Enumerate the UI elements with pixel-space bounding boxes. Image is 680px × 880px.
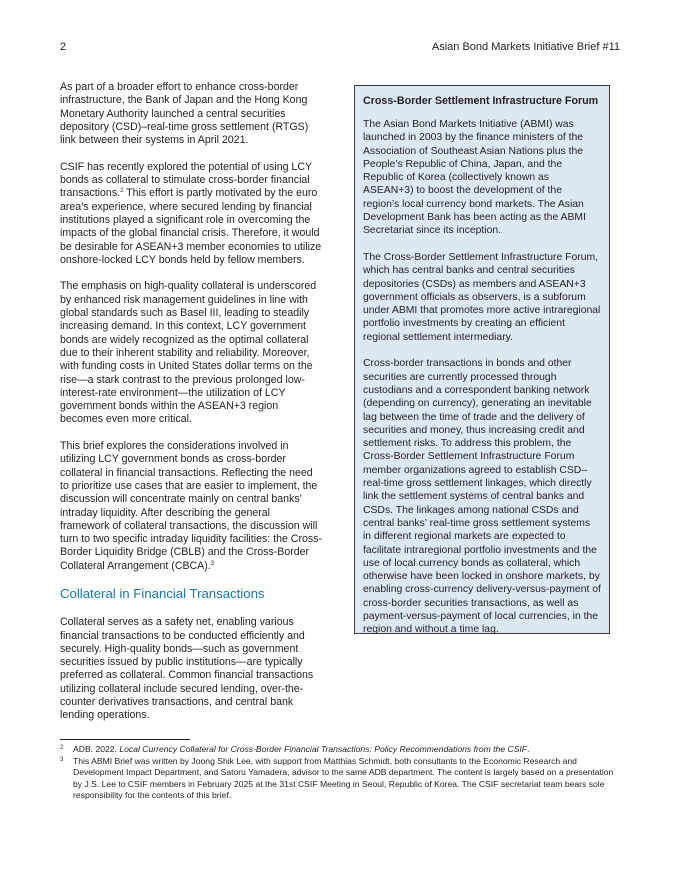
footnote-text: ADB. 2022.: [73, 744, 120, 754]
footnote-marker: 2: [60, 745, 64, 751]
footnote-citation-title: Local Currency Collateral for Cross-Border Financial Transactions: Policy Recommendations from the CSIF: [119, 744, 528, 754]
footnote-divider: [60, 739, 190, 740]
body-paragraph: The emphasis on high-quality collateral is underscored by enhanced risk management guidelines in line with global standards such as Basel III, leading to steadily increasing demand. In this context, LCY government bonds are widely recognized as the optimal collateral due to their inherent stability and reliability. Moreover, with funding costs in United States dollar terms on the rise—a stark contrast to the previous prolonged low-interest-rate environment—the utilization of LCY government bonds within the ASEAN+3 region becomes even more critical.: [60, 280, 317, 426]
sidebar-paragraph: The Asian Bond Markets Initiative (ABMI) was launched in 2003 by the finance ministers of the Association of Southeast Asian Nations plus the People’s Republic of China, Japan, and the Republic of Korea (collectively known as ASEAN+3) to boost the development of the region’s local currency bond markets. The Asian Development Bank has been acting as the ABMI Secretariat since its inception.: [363, 119, 586, 237]
footnote-text: This ABMI Brief was written by Joong Shik Lee, with support from Matthias Schmidt, both consultants to the Economic Research and Development Impact Department, and Satoru Yamadera, advisor to the same ADB department. The content is largely based on a presentation by J.S. Lee to CSIF members in February 2025 at the 31st CSIF Meeting in Seoul, Republic of Korea. The CSIF secretariat team bears sole responsibility for the contents of this brief.: [73, 756, 614, 800]
body-paragraph: [60, 161, 322, 267]
body-paragraph: As part of a broader effort to enhance cross-border infrastructure, the Bank of Japan and the Hong Kong Monetary Authority launched a central securities depository (CSD)–real-time gross settlement (RTGS) link between their systems in April 2021.: [60, 81, 309, 147]
page-number: 2: [60, 41, 67, 53]
running-header: Asian Bond Markets Initiative Brief #11: [431, 41, 620, 53]
body-text: This effort is partly motivated by the euro area’s experience, where secured lending by financial institutions played a significant role in overcoming the impacts of the global financial crisis. Therefore, it would be desirable for ASEAN+3 member economies to utilize onshore-locked LCY bonds held by fellow members.: [60, 187, 322, 266]
body-paragraph: [60, 440, 322, 573]
sidebar-box: [354, 85, 610, 634]
body-text: CSIF has recently explored the potential of using LCY bonds as collateral to stimulate cross-border financial transactions.: [60, 160, 312, 200]
footnote: [60, 744, 620, 755]
footnote-ref[interactable]: 3: [210, 560, 215, 567]
sidebar-paragraph: Cross-border transactions in bonds and other securities are currently processed through custodians and a correspondent banking network (depending on currency), generating an inevitable lag between the time of trade and the delivery of securities and money, thus increasing credit and settlement risks. To address this problem, the Cross-Border Settlement Infrastructure Forum member organizations agreed to establish CSD–real-time gross settlement linkages, which directly link the settlement systems of central banks and CSDs. The linkages among national CSDs and central banks’ real-time gross settlement systems in different regional markets are expected to facilitate intraregional portfolio investments and the use of local currency bonds as collateral, which otherwise have been locked in onshore markets, by enabling cross-currency delivery-versus-payment of cross-border securities transactions, as well as payment-versus-payment of local currencies, in the region and without a time lag.: [363, 358, 601, 636]
body-paragraph: Collateral serves as a safety net, enabling various financial transactions to be conducted efficiently and securely. High-quality bonds—such as government securities issued by public institutions—are typically preferred as collateral. Common financial transactions utilizing collateral include secured lending, over-the-counter derivatives transactions, and central bank lending operations.: [60, 616, 314, 722]
sidebar-paragraph: The Cross-Border Settlement Infrastructure Forum, which has central banks and central securities depositories (CSDs) as members and ASEAN+3 government officials as observers, is a subforum under ABMI that promotes more active intraregional portfolio investments by creating an efficient regional settlement intermediary.: [363, 251, 601, 343]
section-heading: Collateral in Financial Transactions: [60, 586, 265, 602]
footnote-text: .: [527, 744, 530, 754]
main-column: [60, 81, 322, 723]
footnote: [60, 756, 620, 801]
body-text: This brief explores the considerations involved in utilizing LCY government bonds as cross-border collateral in financial transactions. Reflecting the need to prioritize use cases that are easier to implement, the discussion will concentrate mainly on central banks’ intraday liquidity. After describing the general framework of collateral transactions, the discussion will turn to two specific intraday liquidity facilities: the Cross-Border Liquidity Bridge (CBLB) and the Cross-Border Collateral Arrangement (CBCA).: [60, 440, 323, 572]
footnote-marker: 3: [60, 757, 64, 764]
footnotes: [60, 744, 620, 802]
footnote-ref[interactable]: 2: [120, 188, 124, 195]
sidebar-title: Cross-Border Settlement Infrastructure Forum: [363, 95, 599, 107]
